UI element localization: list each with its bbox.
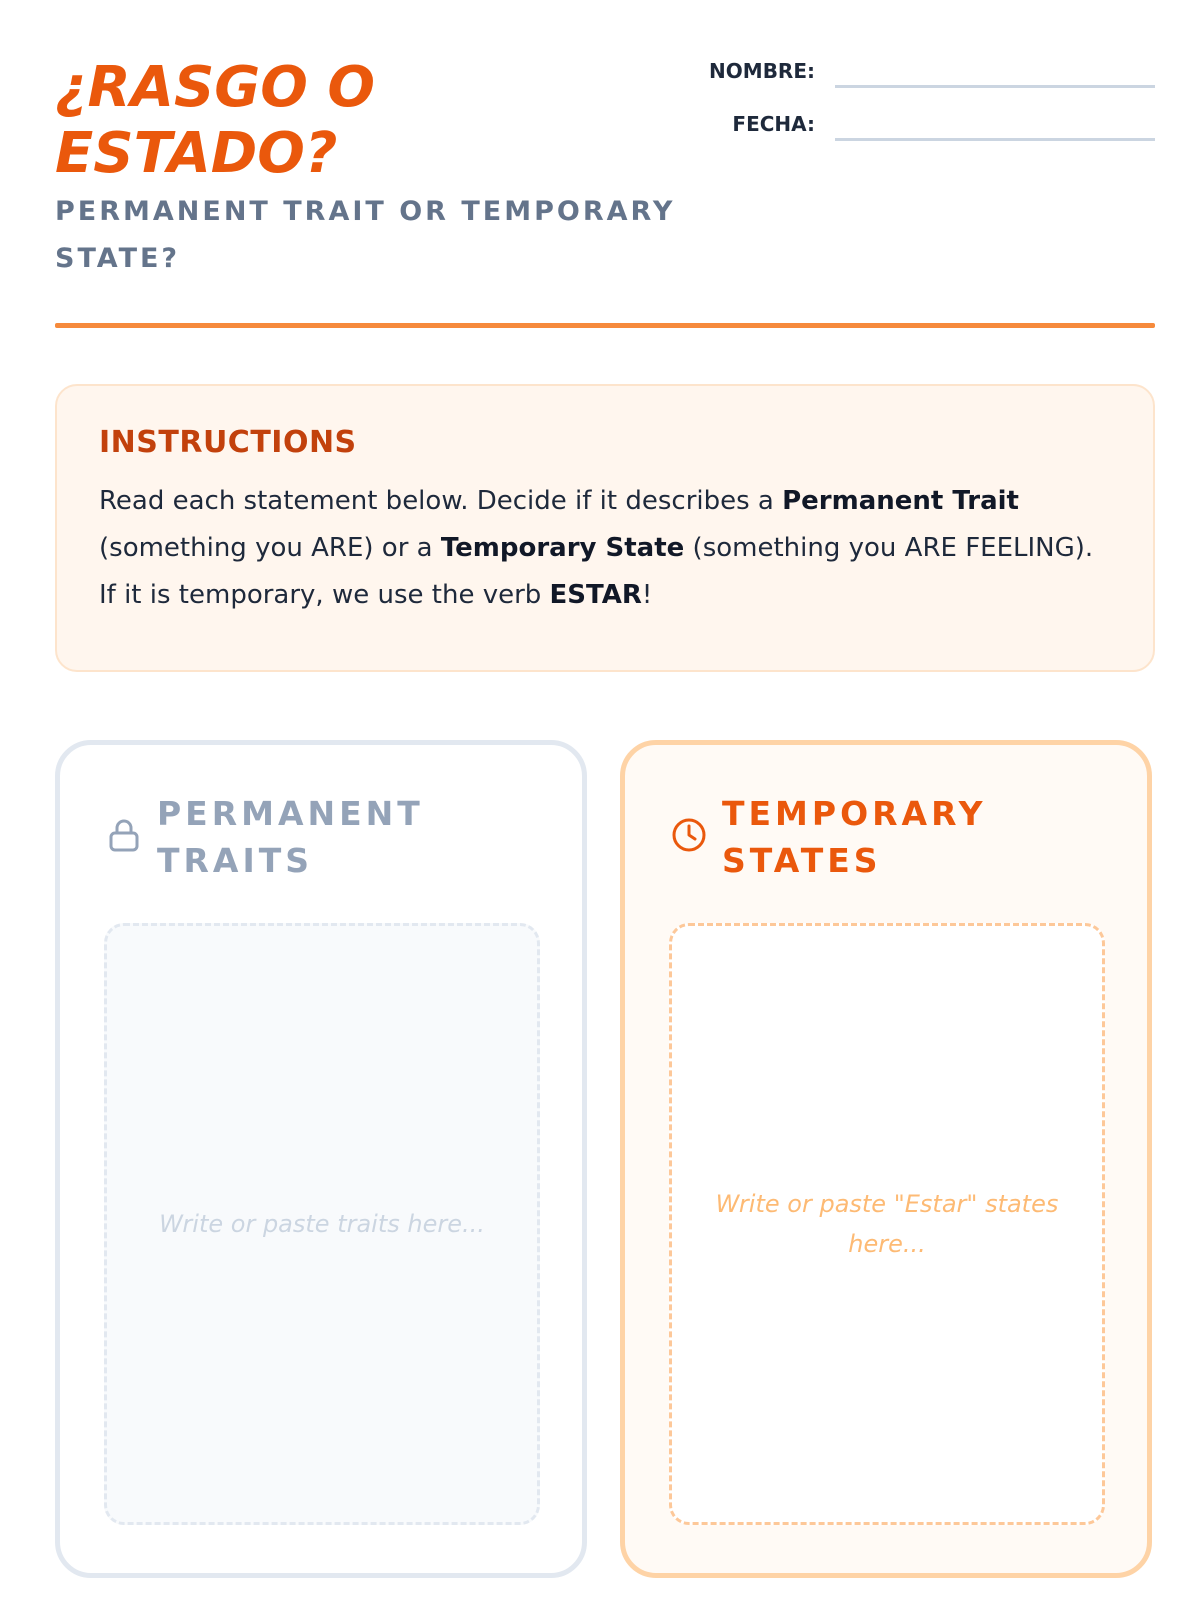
temporary-state-term: Temporary State: [440, 533, 685, 563]
instructions-text: [99, 478, 1111, 619]
header-divider: [55, 323, 1155, 328]
instructions-text-part: (something you ARE FEELING). If it is temporary, we use the verb: [99, 533, 1094, 610]
date-input-line[interactable]: [835, 138, 1155, 141]
instructions-text-part: (something you ARE) or a: [99, 533, 441, 563]
estar-term: ESTAR: [549, 580, 642, 610]
clock-icon: [670, 816, 708, 854]
page-title: ¿RASGO O ESTADO?: [55, 55, 375, 186]
instructions-heading: INSTRUCTIONS: [99, 425, 357, 460]
traits-dropzone[interactable]: [104, 923, 540, 1525]
name-input-line[interactable]: [835, 85, 1155, 88]
temporary-states-title: TEMPORARY STATES: [722, 794, 987, 880]
permanent-trait-term: Permanent Trait: [782, 486, 1019, 516]
worksheet-page: [55, 0, 1155, 1600]
instructions-text-part: Read each statement below. Decide if it describes a: [99, 486, 783, 516]
permanent-traits-header: [105, 790, 545, 890]
permanent-traits-card: [55, 740, 587, 1578]
temporary-states-header: [670, 790, 1110, 890]
instructions-text-part: !: [641, 580, 653, 610]
traits-placeholder: Write or paste traits here...: [159, 1210, 485, 1238]
permanent-traits-title: PERMANENT TRAITS: [157, 794, 424, 880]
states-placeholder: Write or paste "Estar" states here...: [715, 1190, 1059, 1258]
name-field-label: NOMBRE:: [709, 59, 815, 83]
date-field: [685, 108, 1155, 148]
instructions-box: [55, 384, 1155, 672]
temporary-states-card: [620, 740, 1152, 1578]
states-dropzone[interactable]: [669, 923, 1105, 1525]
date-field-label: FECHA:: [732, 112, 815, 136]
page-subtitle: PERMANENT TRAIT OR TEMPORARY STATE?: [55, 196, 676, 274]
lock-icon: [105, 816, 143, 854]
name-field: [685, 55, 1155, 95]
